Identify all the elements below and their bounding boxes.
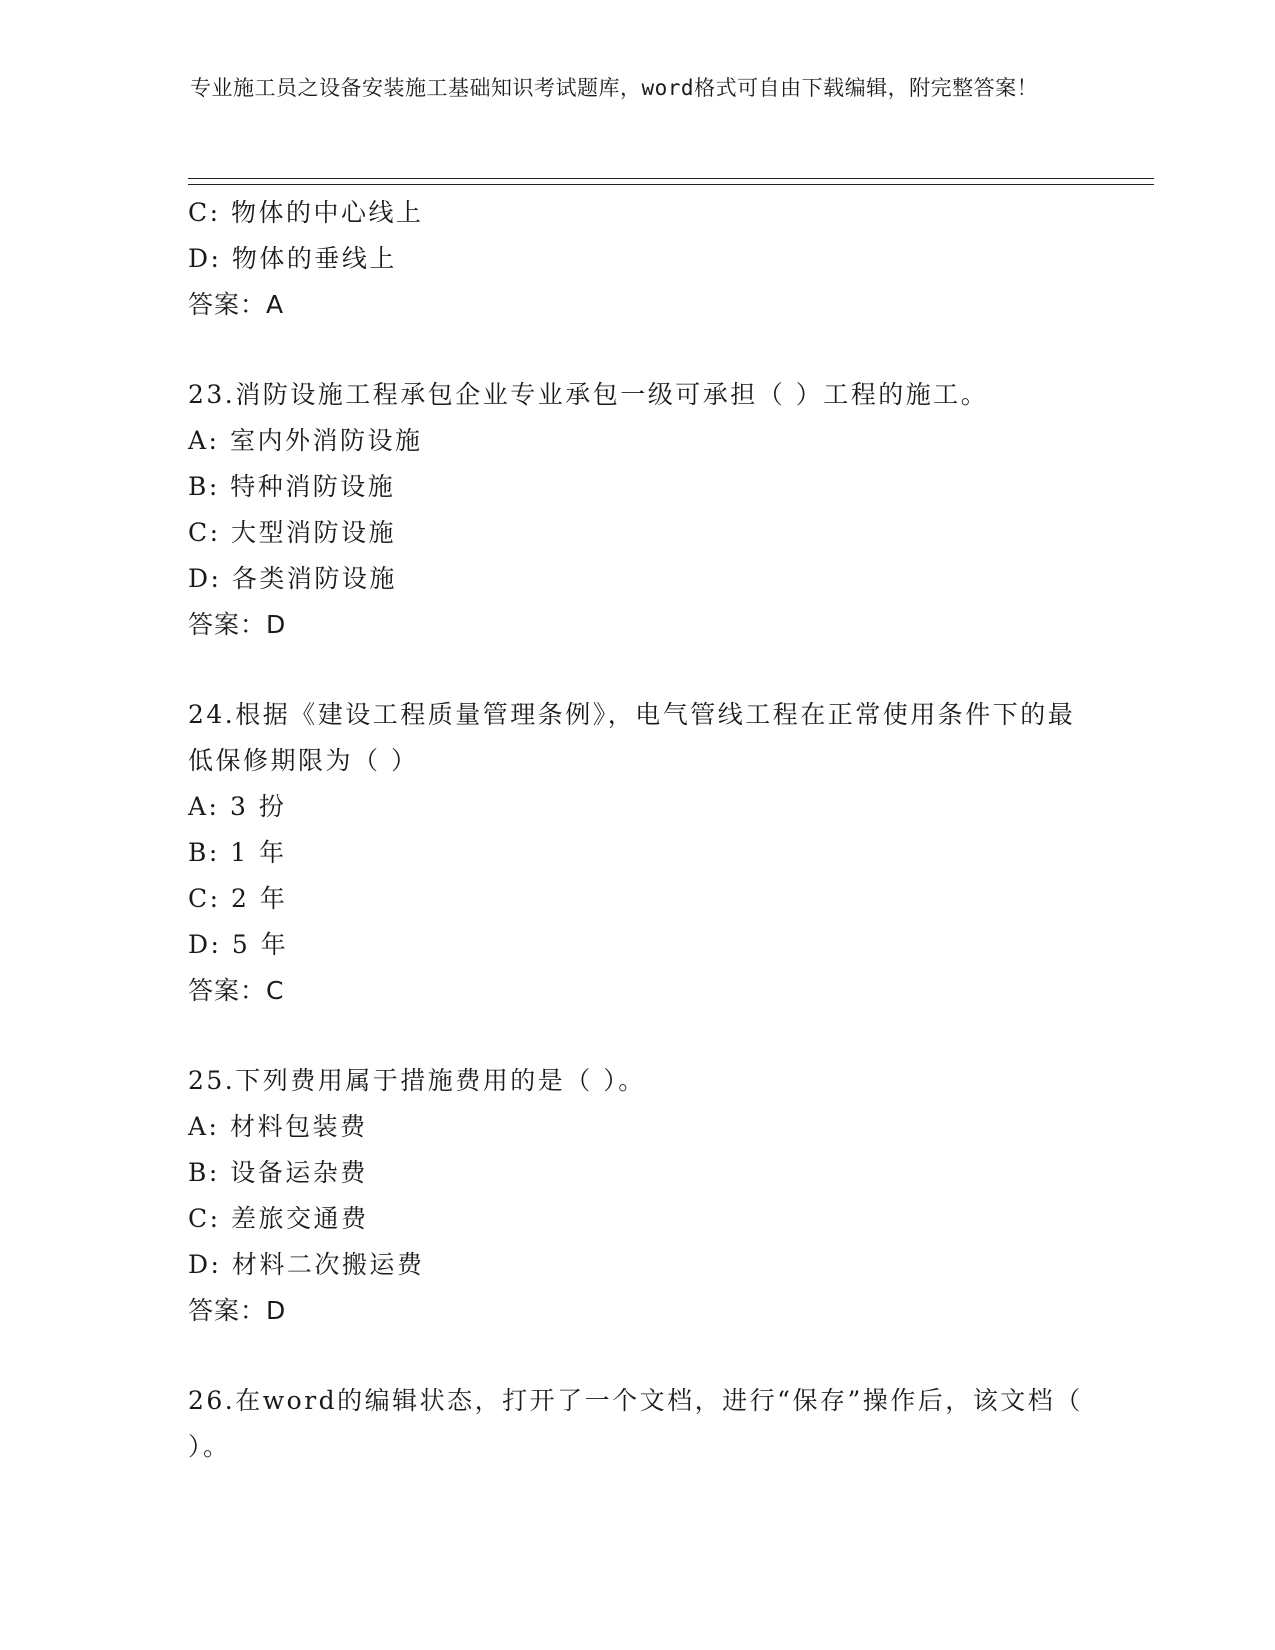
answer-line — [188, 602, 1088, 648]
option-text: 物体的中心线上 — [231, 198, 424, 227]
answer-line — [188, 968, 1088, 1014]
option-label: A: — [188, 792, 220, 821]
answer-label: 答案： — [188, 290, 267, 319]
option-label: B: — [188, 1158, 220, 1187]
option-text: 室内外消防设施 — [229, 426, 423, 455]
option-label: D: — [188, 244, 222, 273]
option-text: 各类消防设施 — [231, 564, 397, 593]
option-label: D: — [188, 564, 222, 593]
answer-label: 答案： — [188, 610, 267, 639]
question-list — [188, 190, 1088, 1470]
option-label: A: — [188, 426, 220, 455]
option-label: B: — [188, 838, 220, 867]
option-text: 差旅交通费 — [231, 1204, 369, 1233]
option-c — [188, 1196, 1088, 1242]
question-stem: 24.根据《建设工程质量管理条例》，电气管线工程在正常使用条件下的最低保修期限为（ ） — [188, 700, 1076, 775]
option-label: C: — [188, 518, 221, 547]
option-c — [188, 190, 1088, 236]
option-a — [188, 418, 1088, 464]
question-stem: 25.下列费用属于措施费用的是（ ）。 — [188, 1066, 646, 1095]
question-24 — [188, 692, 1088, 1014]
option-label: C: — [188, 1204, 221, 1233]
question-23 — [188, 372, 1088, 648]
answer-label: 答案： — [188, 1296, 267, 1325]
option-d — [188, 1242, 1088, 1288]
question-stem: 26.在word的编辑状态，打开了一个文档，进行“保存”操作后，该文档（ ）。 — [188, 1386, 1083, 1461]
question-stem: 23.消防设施工程承包企业专业承包一级可承担（ ）工程的施工。 — [188, 380, 989, 409]
question-25 — [188, 1058, 1088, 1334]
answer-line — [188, 1288, 1088, 1334]
option-b — [188, 464, 1088, 510]
option-a — [188, 1104, 1088, 1150]
question-26 — [188, 1378, 1088, 1470]
option-text: 物体的垂线上 — [231, 244, 397, 273]
option-label: C: — [188, 198, 221, 227]
prev-question-tail — [188, 190, 1088, 328]
option-text: 材料包装费 — [229, 1112, 368, 1141]
option-text: 5 年 — [231, 930, 289, 959]
option-text: 3 扮 — [229, 792, 287, 821]
option-text: 特种消防设施 — [230, 472, 396, 501]
option-d — [188, 922, 1088, 968]
option-text: 大型消防设施 — [231, 518, 397, 547]
option-text: 设备运杂费 — [230, 1158, 368, 1187]
option-a — [188, 784, 1088, 830]
option-label: D: — [188, 1250, 222, 1279]
option-c — [188, 510, 1088, 556]
option-text: 1 年 — [230, 838, 287, 867]
option-text: 材料二次搬运费 — [231, 1250, 425, 1279]
answer-line — [188, 282, 1088, 328]
answer-value: D — [266, 610, 287, 639]
answer-value: C — [266, 976, 285, 1005]
header-text: 专业施工员之设备安装施工基础知识考试题库，word格式可自由下载编辑，附完整答案！ — [190, 76, 1039, 100]
option-label: B: — [188, 472, 220, 501]
header-rule-top — [188, 178, 1154, 179]
option-label: D: — [188, 930, 222, 959]
answer-label: 答案： — [188, 976, 267, 1005]
header-rule-bottom — [188, 184, 1154, 185]
option-label: C: — [188, 884, 221, 913]
option-c — [188, 876, 1088, 922]
document-header — [190, 72, 1070, 105]
option-text: 2 年 — [231, 884, 288, 913]
answer-value: D — [266, 1296, 287, 1325]
option-d — [188, 236, 1088, 282]
option-b — [188, 830, 1088, 876]
answer-value: A — [266, 290, 285, 319]
option-label: A: — [188, 1112, 220, 1141]
option-d — [188, 556, 1088, 602]
option-b — [188, 1150, 1088, 1196]
